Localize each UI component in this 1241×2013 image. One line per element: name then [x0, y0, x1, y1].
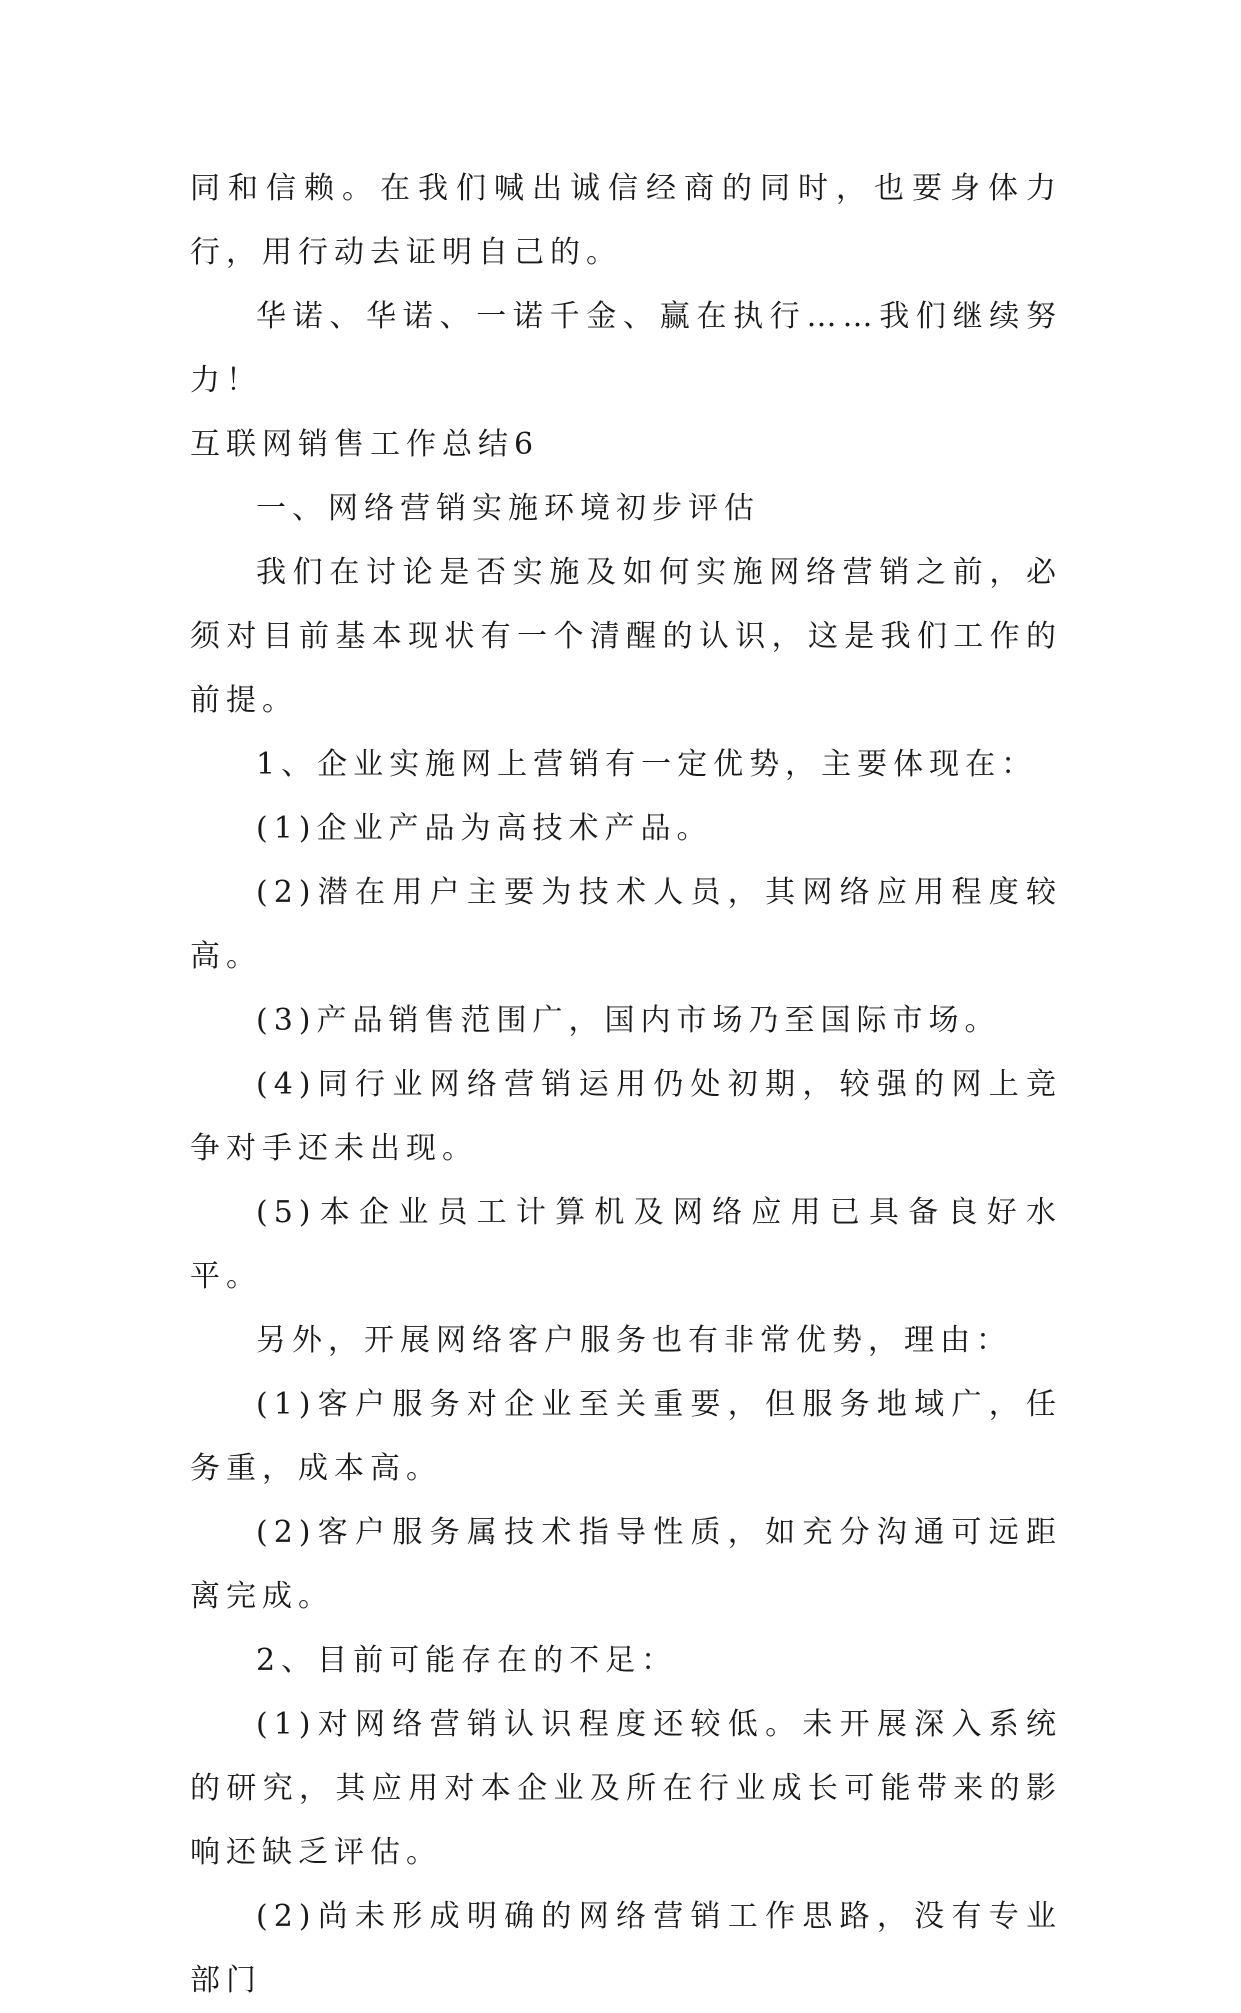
section-heading: 互联网销售工作总结6	[190, 427, 540, 462]
paragraph-14: 2、目前可能存在的不足：	[256, 1643, 678, 1678]
paragraph-1: 华诺、华诺、一诺千金、赢在执行……我们继续努力！	[190, 299, 1062, 398]
paragraph-15: (1)对网络营销认识程度还较低。未开展深入系统的研究，其应用对本企业及所在行业成长可能带来的影响还缺乏评估。	[190, 1707, 1062, 1870]
paragraph-10: (5)本企业员工计算机及网络应用已具备良好水平。	[190, 1195, 1062, 1294]
paragraph-9: (4)同行业网络营销运用仍处初期，较强的网上竞争对手还未出现。	[190, 1067, 1062, 1166]
paragraph-7: (2)潜在用户主要为技术人员，其网络应用程度较高。	[190, 875, 1062, 974]
paragraph-4: 我们在讨论是否实施及如何实施网络营销之前，必须对目前基本现状有一个清醒的认识，这是我们工作的前提。	[190, 555, 1062, 718]
paragraph-3: 一、网络营销实施环境初步评估	[256, 491, 760, 526]
paragraph-13: (2)客户服务属技术指导性质，如充分沟通可远距离完成。	[190, 1515, 1062, 1614]
paragraph-0: 同和信赖。在我们喊出诚信经商的同时，也要身体力行，用行动去证明自己的。	[190, 171, 1062, 270]
paragraph-8: (3)产品销售范围广，国内市场乃至国际市场。	[256, 1003, 1001, 1038]
paragraph-6: (1)企业产品为高技术产品。	[256, 811, 713, 846]
paragraph-12: (1)客户服务对企业至关重要，但服务地域广，任务重，成本高。	[190, 1387, 1062, 1486]
document-body	[190, 157, 1062, 2013]
paragraph-11: 另外，开展网络客户服务也有非常优势，理由：	[256, 1323, 1012, 1358]
paragraph-5: 1、企业实施网上营销有一定优势，主要体现在：	[256, 747, 1038, 782]
paragraph-16: (2)尚未形成明确的网络营销工作思路，没有专业部门	[190, 1899, 1062, 1998]
